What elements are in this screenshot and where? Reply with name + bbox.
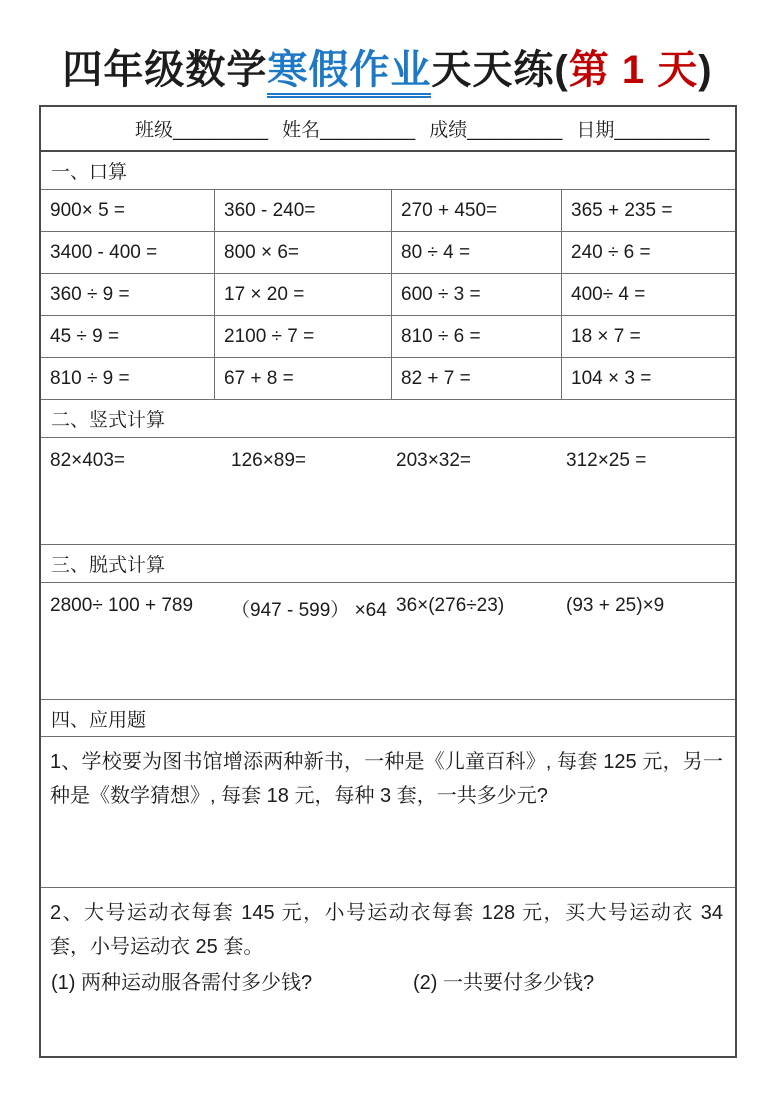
oral-problem: 400÷ 4 = bbox=[561, 274, 735, 315]
section-stepwise-label: 三、脱式计算 bbox=[51, 555, 166, 576]
oral-problem: 17 × 20 = bbox=[214, 274, 391, 315]
oral-row-2 bbox=[41, 232, 735, 274]
section-word-label: 四、应用题 bbox=[51, 709, 147, 731]
oral-problem: 3400 - 400 = bbox=[50, 241, 158, 263]
stepwise-problem: （947 - 599） ×64 bbox=[231, 600, 387, 621]
oral-problem: 240 ÷ 6 = bbox=[561, 232, 735, 273]
oral-problem: 18 × 7 = bbox=[561, 316, 735, 357]
stepwise-calc-workspace bbox=[41, 583, 735, 700]
stepwise-problem: 2800÷ 100 + 789 bbox=[50, 595, 194, 616]
oral-problem: 270 + 450= bbox=[391, 190, 561, 231]
title-holiday-homework-underlined: 寒假作业 bbox=[267, 48, 431, 98]
field-date-blank: _________ bbox=[614, 120, 710, 141]
oral-problem: 360 ÷ 9 = bbox=[50, 283, 130, 305]
field-name-blank: _________ bbox=[320, 120, 416, 141]
vertical-problem: 126×89= bbox=[231, 450, 307, 471]
section-title-oral-calc bbox=[41, 152, 735, 190]
vertical-problem: 203×32= bbox=[396, 450, 472, 471]
section-title-word-problems bbox=[41, 700, 735, 737]
oral-problem: 600 ÷ 3 = bbox=[391, 274, 561, 315]
title-close-paren: ) bbox=[698, 48, 713, 92]
oral-problem: 800 × 6= bbox=[214, 232, 391, 273]
field-score bbox=[429, 115, 562, 142]
oral-row-4 bbox=[41, 316, 735, 358]
vertical-problem: 312×25 = bbox=[566, 450, 647, 471]
section-title-vertical-calc bbox=[41, 400, 735, 438]
oral-problem: 365 + 235 = bbox=[561, 190, 735, 231]
field-score-label: 成绩 bbox=[429, 120, 468, 141]
worksheet-table bbox=[39, 105, 737, 1058]
field-score-blank: _________ bbox=[467, 120, 563, 141]
vertical-calc-workspace bbox=[41, 438, 735, 545]
page-title bbox=[0, 38, 775, 98]
field-class-blank: _________ bbox=[173, 120, 269, 141]
oral-problem: 360 - 240= bbox=[214, 190, 391, 231]
oral-row-1 bbox=[41, 190, 735, 232]
oral-problem: 810 ÷ 6 = bbox=[391, 316, 561, 357]
word-problem-2 bbox=[41, 888, 735, 1056]
oral-problem: 2100 ÷ 7 = bbox=[214, 316, 391, 357]
vertical-problem: 82×403= bbox=[50, 450, 126, 471]
word-problem-2-subquestions bbox=[41, 966, 735, 1000]
stepwise-problem: 36×(276÷23) bbox=[396, 595, 505, 616]
oral-problem: 82 + 7 = bbox=[391, 358, 561, 399]
oral-problem: 104 × 3 = bbox=[561, 358, 735, 399]
title-grade-subject: 四年级数学 bbox=[62, 48, 268, 92]
field-class-label: 班级 bbox=[135, 120, 174, 141]
word-problem-1 bbox=[41, 737, 735, 888]
oral-row-5 bbox=[41, 358, 735, 400]
oral-problem: 810 ÷ 9 = bbox=[50, 367, 130, 389]
stepwise-problem: (93 + 25)×9 bbox=[566, 595, 665, 616]
oral-row-3 bbox=[41, 274, 735, 316]
title-daily-practice: 天天练( bbox=[431, 48, 569, 92]
field-date bbox=[576, 115, 709, 142]
oral-problem: 67 + 8 = bbox=[214, 358, 391, 399]
word-problem-2-text: 2、大号运动衣每套 145 元，小号运动衣每套 128 元，买大号运动衣 34 套，小号运动衣 25 套。 bbox=[50, 902, 723, 958]
field-name bbox=[282, 115, 415, 142]
title-day-number: 第 1 天 bbox=[568, 48, 699, 92]
field-class bbox=[135, 115, 268, 142]
subquestion-2: (2) 一共要付多少钱? bbox=[413, 972, 595, 994]
oral-problem: 80 ÷ 4 = bbox=[391, 232, 561, 273]
section-oral-label: 一、口算 bbox=[51, 162, 128, 183]
oral-problem: 45 ÷ 9 = bbox=[50, 325, 120, 347]
header-fields-row bbox=[41, 107, 735, 152]
word-problem-1-text: 1、学校要为图书馆增添两种新书，一种是《儿童百科》, 每套 125 元，另一种是《数学猜想》, 每套 18 元，每种 3 套，一共多少元? bbox=[50, 751, 723, 807]
field-date-label: 日期 bbox=[576, 120, 615, 141]
oral-problem: 900× 5 = bbox=[50, 199, 126, 221]
subquestion-1: (1) 两种运动服各需付多少钱? bbox=[51, 972, 313, 994]
section-title-stepwise-calc bbox=[41, 545, 735, 583]
field-name-label: 姓名 bbox=[282, 120, 321, 141]
section-vertical-label: 二、竖式计算 bbox=[51, 410, 166, 431]
